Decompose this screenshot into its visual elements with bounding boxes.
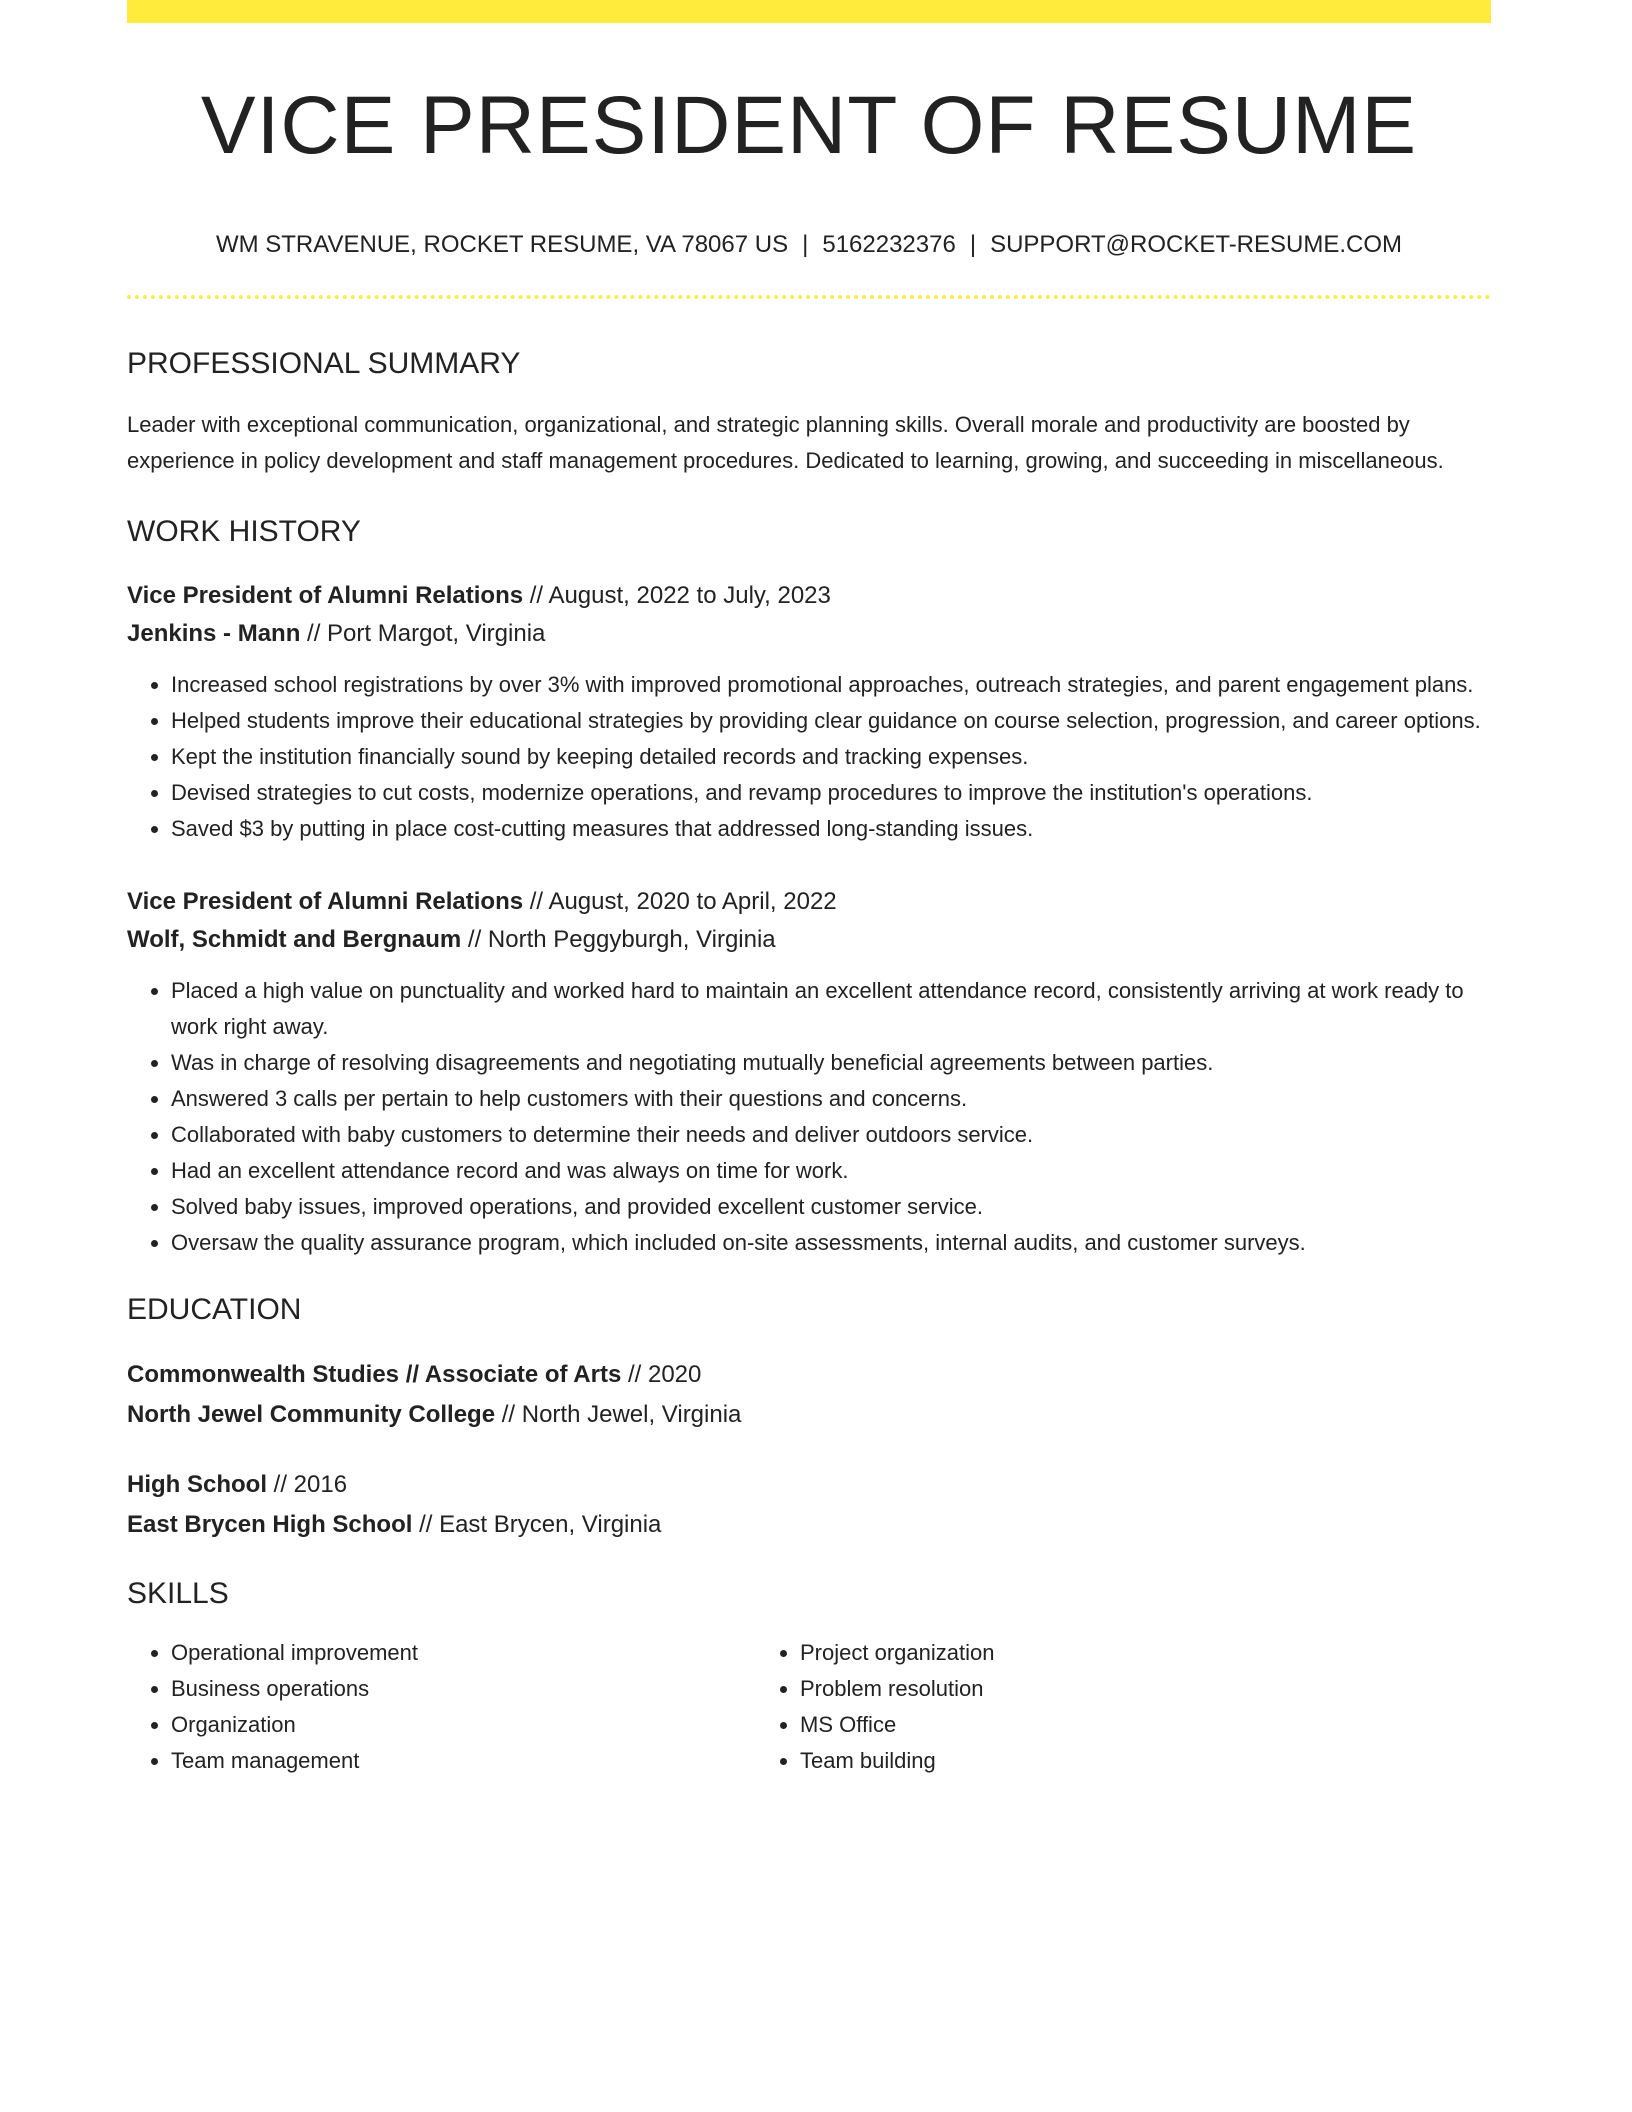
education-school-line	[127, 1505, 1491, 1545]
job-bullet: • Had an excellent attendance record and was always on time for work.	[171, 1153, 1491, 1189]
skill-item: • Organization	[171, 1707, 756, 1743]
skills-heading: SKILLS	[127, 1577, 229, 1610]
contact-line	[127, 233, 1491, 257]
work-history-heading: WORK HISTORY	[127, 515, 361, 548]
job-company-line	[127, 921, 1491, 959]
job-bullet: • Helped students improve their educational strategies by providing clear guidance on course selection, progression, and career options.	[171, 703, 1491, 739]
education-degree-line	[127, 1355, 1491, 1395]
job-company-line	[127, 615, 1491, 653]
summary-text: Leader with exceptional communication, organizational, and strategic planning skills. Overall morale and productivity are boosted by experience in policy development and staff management procedures. Dedicated to learning, growing, and succeeding in miscellaneous.	[127, 412, 1444, 473]
contact-address: WM STRAVENUE, ROCKET RESUME, VA 78067 US	[215, 231, 789, 258]
skills-column-left	[127, 1635, 756, 1779]
education-school-line	[127, 1395, 1491, 1435]
job-bullet: • Devised strategies to cut costs, modernize operations, and revamp procedures to improve the institution's operations.	[171, 775, 1491, 811]
skill-item: • MS Office	[800, 1707, 1491, 1743]
job-entry	[127, 883, 1491, 1261]
job-bullets	[127, 667, 1491, 847]
resume-page	[127, 0, 1491, 1779]
education-school: East Brycen High School	[127, 1511, 413, 1538]
skill-item: • Operational improvement	[171, 1635, 756, 1671]
skills-grid	[127, 1635, 1491, 1779]
contact-phone: 5162232376	[822, 231, 956, 258]
summary-heading: PROFESSIONAL SUMMARY	[127, 347, 521, 380]
job-title-line	[127, 883, 1491, 921]
job-bullet: • Answered 3 calls per pertain to help customers with their questions and concerns.	[171, 1081, 1491, 1117]
education-year: // 2016	[267, 1471, 348, 1498]
education-location: // East Brycen, Virginia	[412, 1511, 662, 1538]
job-location: // North Peggyburgh, Virginia	[461, 926, 776, 953]
job-location: // Port Margot, Virginia	[300, 620, 546, 647]
job-entry	[127, 577, 1491, 847]
skills-column-right	[756, 1635, 1491, 1779]
skill-item: • Problem resolution	[800, 1671, 1491, 1707]
page-title: VICE PRESIDENT OF RESUME	[200, 80, 1418, 171]
education-entry	[127, 1355, 1491, 1435]
job-role: Vice President of Alumni Relations	[127, 888, 524, 915]
education-degree: High School	[127, 1471, 267, 1498]
education-location: // North Jewel, Virginia	[495, 1401, 742, 1428]
education-degree: Commonwealth Studies // Associate of Arts	[127, 1361, 622, 1388]
education-entry	[127, 1465, 1491, 1545]
job-dates: // August, 2022 to July, 2023	[523, 582, 831, 609]
job-company: Jenkins - Mann	[127, 620, 301, 647]
header-divider	[127, 295, 1491, 299]
education-year: // 2020	[621, 1361, 702, 1388]
skill-item: • Team building	[800, 1743, 1491, 1779]
job-company: Wolf, Schmidt and Bergnaum	[127, 926, 462, 953]
top-accent-bar	[127, 0, 1491, 23]
job-bullet: • Saved $3 by putting in place cost-cutting measures that addressed long-standing issues.	[171, 811, 1491, 847]
education-school: North Jewel Community College	[127, 1401, 496, 1428]
contact-separator: |	[802, 231, 809, 258]
skill-item: • Project organization	[800, 1635, 1491, 1671]
skill-item: • Team management	[171, 1743, 756, 1779]
job-bullet: • Solved baby issues, improved operations, and provided excellent customer service.	[171, 1189, 1491, 1225]
job-bullet: • Was in charge of resolving disagreements and negotiating mutually beneficial agreements between parties.	[171, 1045, 1491, 1081]
education-degree-line	[127, 1465, 1491, 1505]
job-bullet: • Increased school registrations by over 3% with improved promotional approaches, outreach strategies, and parent engagement plans.	[171, 667, 1491, 703]
job-bullet: • Kept the institution financially sound by keeping detailed records and tracking expenses.	[171, 739, 1491, 775]
job-role: Vice President of Alumni Relations	[127, 582, 524, 609]
contact-separator: |	[969, 231, 977, 258]
education-heading: EDUCATION	[127, 1293, 302, 1326]
job-title-line	[127, 577, 1491, 615]
job-bullet: • Oversaw the quality assurance program, which included on-site assessments, internal audits, and customer surveys.	[171, 1225, 1491, 1261]
job-bullet: • Collaborated with baby customers to determine their needs and deliver outdoors service.	[171, 1117, 1491, 1153]
contact-email: SUPPORT@ROCKET-RESUME.COM	[990, 231, 1403, 258]
job-bullets	[127, 973, 1491, 1261]
skill-item: • Business operations	[171, 1671, 756, 1707]
job-dates: // August, 2020 to April, 2022	[523, 888, 837, 915]
job-bullet: • Placed a high value on punctuality and worked hard to maintain an excellent attendance record, consistently arriving at work ready to work right away.	[171, 973, 1491, 1045]
